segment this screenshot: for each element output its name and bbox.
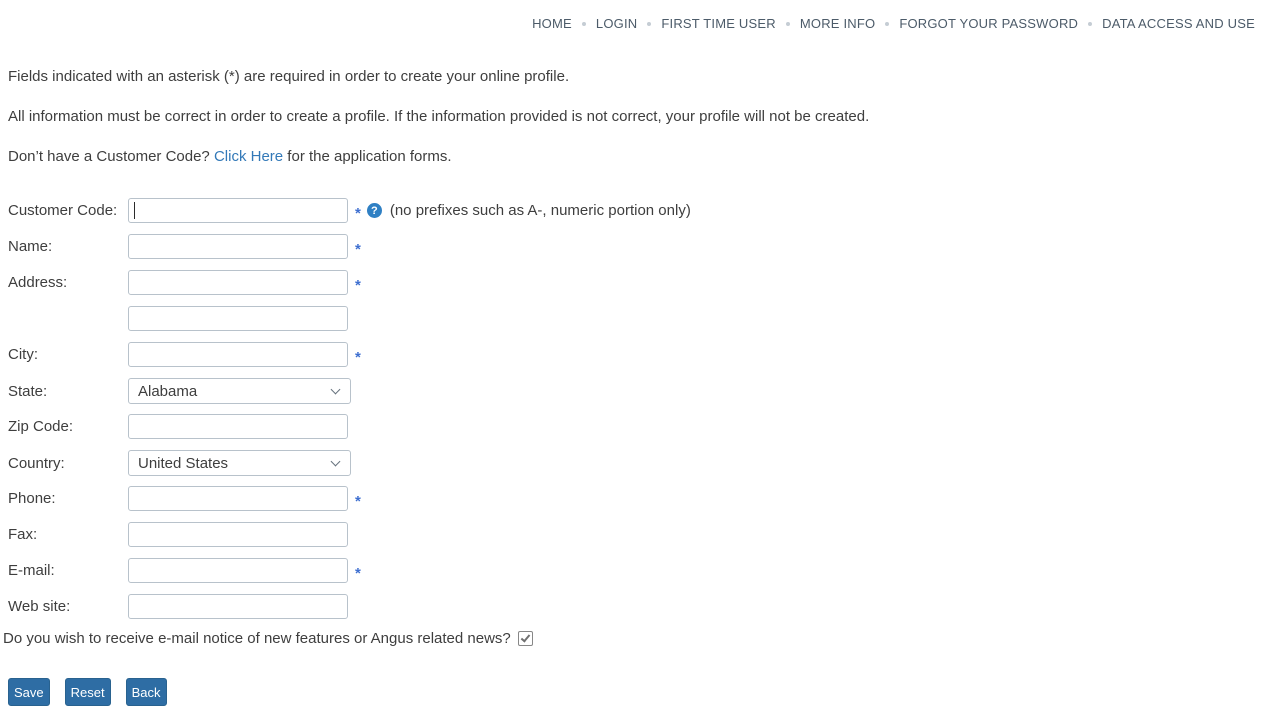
nav-separator-dot xyxy=(1088,22,1092,26)
check-icon xyxy=(520,632,530,642)
customer-code-hint: (no prefixes such as A-, numeric portion only) xyxy=(389,202,691,219)
address2-row xyxy=(8,306,691,331)
name-label: Name: xyxy=(8,238,53,255)
chevron-down-icon xyxy=(331,384,341,394)
address-row xyxy=(8,270,691,295)
customer-code-input[interactable] xyxy=(128,198,348,223)
phone-input[interactable] xyxy=(128,486,348,511)
form-actions xyxy=(8,678,691,706)
country-row xyxy=(8,450,691,476)
phone-label: Phone: xyxy=(8,490,56,507)
text-caret xyxy=(134,202,135,219)
back-button[interactable]: Back xyxy=(126,678,167,706)
zip-input[interactable] xyxy=(128,414,348,439)
customer-code-label: Customer Code: xyxy=(8,202,118,219)
zip-label: Zip Code: xyxy=(8,418,74,435)
newsletter-checkbox[interactable] xyxy=(518,631,533,646)
required-asterisk: * xyxy=(355,205,361,222)
help-icon[interactable]: ? xyxy=(367,203,382,218)
address2-input[interactable] xyxy=(128,306,348,331)
nav-separator-dot xyxy=(786,22,790,26)
required-asterisk: * xyxy=(355,277,361,294)
required-asterisk: * xyxy=(355,349,361,366)
nav-link-home[interactable]: HOME xyxy=(532,16,572,31)
city-input[interactable] xyxy=(128,342,348,367)
nav-link-first-time-user[interactable]: FIRST TIME USER xyxy=(661,16,776,31)
fax-row xyxy=(8,522,691,547)
reset-button[interactable]: Reset xyxy=(65,678,111,706)
city-label: City: xyxy=(8,346,38,363)
profile-form xyxy=(3,198,691,706)
nav-link-data-access[interactable]: DATA ACCESS AND USE xyxy=(1102,16,1255,31)
intro-paragraph-3 xyxy=(8,147,869,166)
intro-paragraph-3-suffix: for the application forms. xyxy=(283,148,452,165)
email-input[interactable] xyxy=(128,558,348,583)
newsletter-row xyxy=(3,630,691,647)
phone-row xyxy=(8,486,691,511)
state-row xyxy=(8,378,691,404)
state-label: State: xyxy=(8,382,48,400)
newsletter-question: Do you wish to receive e-mail notice of new features or Angus related news? xyxy=(3,630,511,647)
state-select[interactable] xyxy=(128,378,351,404)
nav-separator-dot xyxy=(885,22,889,26)
country-label: Country: xyxy=(8,454,65,472)
nav-separator-dot xyxy=(647,22,651,26)
website-label: Web site: xyxy=(8,598,71,615)
nav-link-login[interactable]: LOGIN xyxy=(595,16,638,31)
email-row xyxy=(8,558,691,583)
name-row xyxy=(8,234,691,259)
nav-link-forgot-password[interactable]: FORGOT YOUR PASSWORD xyxy=(899,16,1079,31)
chevron-down-icon xyxy=(331,456,341,466)
top-nav xyxy=(532,16,1255,31)
address-label: Address: xyxy=(8,274,68,291)
nav-separator-dot xyxy=(582,22,586,26)
country-select-value: United States xyxy=(138,454,229,472)
intro-section xyxy=(8,67,869,187)
required-asterisk: * xyxy=(355,241,361,258)
fax-input[interactable] xyxy=(128,522,348,547)
name-input[interactable] xyxy=(128,234,348,259)
required-asterisk: * xyxy=(355,565,361,582)
intro-paragraph-1: Fields indicated with an asterisk (*) are required in order to create your online profile. xyxy=(8,68,570,85)
website-row xyxy=(8,594,691,619)
website-input[interactable] xyxy=(128,594,348,619)
country-select[interactable] xyxy=(128,450,351,476)
address-input[interactable] xyxy=(128,270,348,295)
zip-row xyxy=(8,414,691,439)
email-label: E-mail: xyxy=(8,562,55,579)
intro-paragraph-3-text: Don’t have a Customer Code? xyxy=(8,148,214,165)
state-select-value: Alabama xyxy=(138,382,198,400)
intro-paragraph-2: All information must be correct in order to create a profile. If the information provided is not correct, your profile will not be created. xyxy=(8,108,870,125)
click-here-link[interactable]: Click Here xyxy=(213,148,284,165)
required-asterisk: * xyxy=(355,493,361,510)
save-button[interactable]: Save xyxy=(8,678,50,706)
nav-link-more-info[interactable]: MORE INFO xyxy=(799,16,876,31)
city-row xyxy=(8,342,691,367)
fax-label: Fax: xyxy=(8,526,38,543)
customer-code-row xyxy=(8,198,691,223)
